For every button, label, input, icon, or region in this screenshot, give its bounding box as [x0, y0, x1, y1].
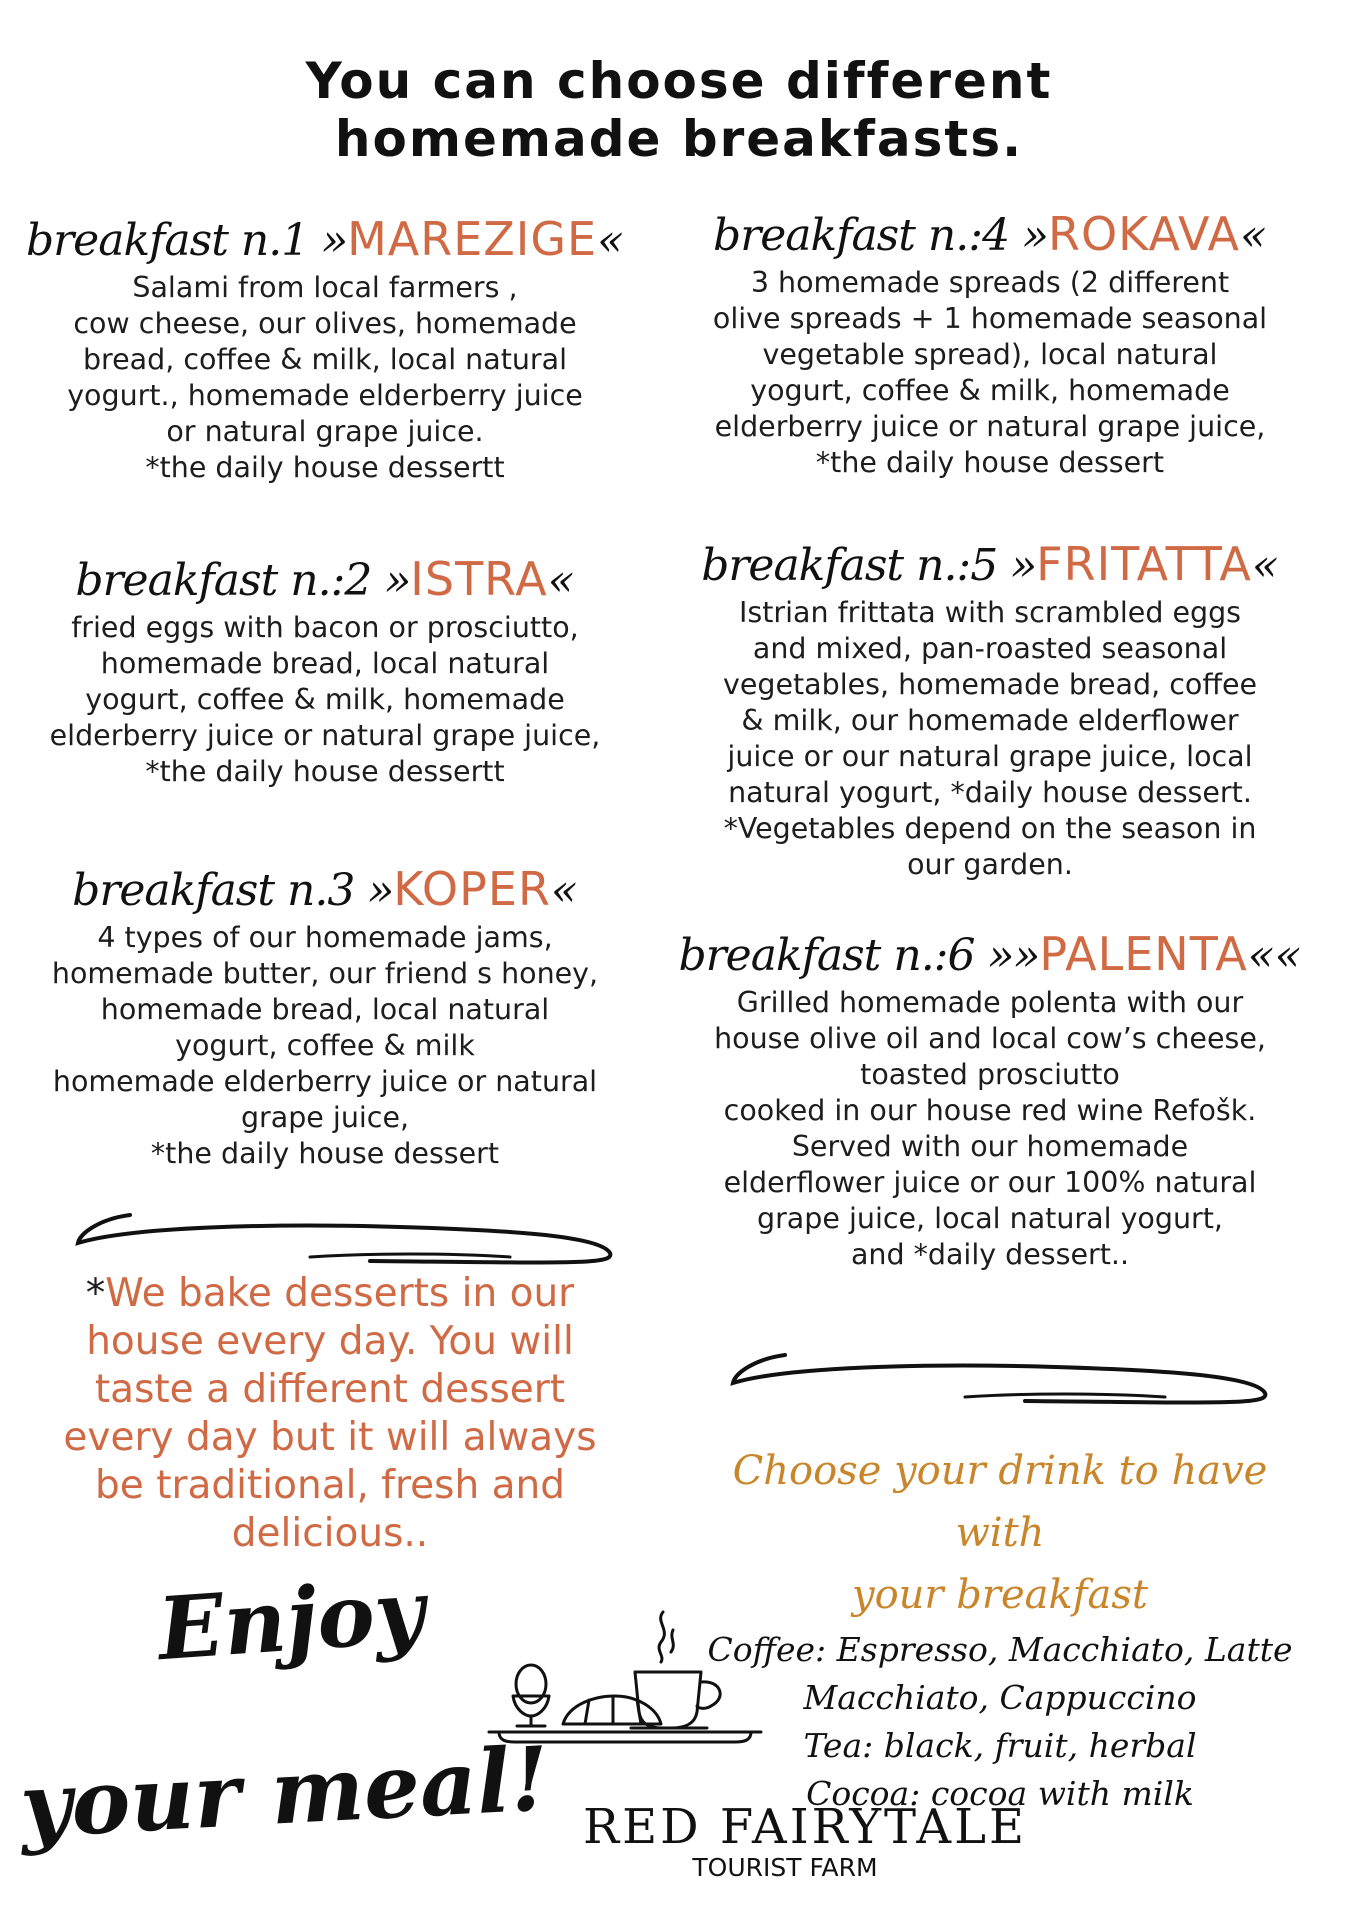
breakfast-name: KOPER [393, 862, 551, 916]
breakfast-name: PALENTA [1039, 927, 1248, 981]
enjoy-text: Enjoy [154, 1560, 428, 1681]
dessert-note [30, 1270, 630, 1558]
breakfast-name: MAREZIGE [347, 212, 598, 266]
breakfast-description: 3 homemade spreads (2 different olive spreads + 1 homemade seasonal vegetable spread), local natural yogurt, coffee & milk, homemade elderberry juice or natural grape juice, *the daily house dessert [712, 266, 1268, 479]
page-title [0, 52, 1358, 168]
breakfast-description: Grilled homemade polenta with our house olive oil and local cow’s cheese, toasted prosciutto cooked in our house red wine Refošk. Served with our homemade elderflower juice or our 100% natural grape juice, local natural yogurt, and *daily dessert.. [714, 986, 1266, 1271]
drinks-tea: Tea: black, fruit, herbal [803, 1726, 1197, 1765]
breakfast-description: Istrian frittata with scrambled eggs and mixed, pan-roasted seasonal vegetables, homemade bread, coffee & milk, our homemade elderflower juice or our natural grape juice, local natural yogurt, *daily house dessert. *Vegetables depend on the season in our garden. [722, 596, 1258, 881]
breakfast-heading: breakfast n.:6 »»PALENTA«« [678, 927, 1302, 981]
breakfast-heading: breakfast n.3 »KOPER« [72, 862, 578, 916]
breakfast-card-6 [670, 925, 1310, 1273]
title-line-2: homemade breakfasts. [334, 110, 1024, 168]
breakfast-description: fried eggs with bacon or prosciutto, homemade bread, local natural yogurt, coffee & milk, homemade elderberry juice or natural grape juice, *the daily house dessertt [49, 611, 601, 788]
breakfast-card-5 [670, 535, 1310, 883]
title-line-1: You can choose different [305, 52, 1053, 110]
breakfast-description: Salami from local farmers , cow cheese, our olives, homemade bread, coffee & milk, local natural yogurt., homemade elderberry juice or natural grape juice. *the daily house dessertt [67, 271, 583, 484]
drinks-heading: Choose your drink to have with your breakfast [732, 1448, 1268, 1618]
brand-logo [545, 1800, 1065, 1882]
breakfast-heading: breakfast n.:5 »FRITATTA« [701, 537, 1279, 591]
breakfast-description: 4 types of our homemade jams, homemade butter, our friend s honey, homemade bread, local natural yogurt, coffee & milk homemade elderberry juice or natural grape juice, *the daily house dessert [51, 921, 599, 1170]
your-meal-text: your meal! [17, 1726, 552, 1858]
breakfast-card-3 [10, 860, 640, 1172]
breakfast-name: ISTRA [410, 552, 548, 606]
note-asterisk: * [85, 1271, 106, 1316]
swash-divider-icon [70, 1205, 630, 1275]
drinks-coffee-line-2: Macchiato, Cappuccino [803, 1678, 1197, 1717]
breakfast-card-4 [670, 205, 1310, 481]
brand-subtitle: TOURIST FARM [692, 1853, 878, 1882]
swash-divider-icon [725, 1345, 1285, 1415]
breakfast-heading: breakfast n.:4 »ROKAVA« [713, 207, 1267, 261]
breakfast-card-1 [20, 210, 630, 486]
drinks-cocoa: Cocoa: cocoa with milk [806, 1774, 1194, 1813]
drinks-coffee-line-1: Coffee: Espresso, Macchiato, Latte [707, 1630, 1293, 1669]
breakfast-tray-icon [485, 1600, 765, 1750]
note-text: We bake desserts in our house every day. You will taste a different dessert every day but it will always be traditional, fresh and delicious.. [63, 1271, 597, 1556]
breakfast-name: FRITATTA [1036, 537, 1252, 591]
breakfast-heading: breakfast n.1 »MAREZIGE« [25, 212, 625, 266]
breakfast-heading: breakfast n.:2 »ISTRA« [75, 552, 575, 606]
drinks-section [690, 1440, 1310, 1818]
brand-name: RED FAIRYTALE [583, 1799, 1027, 1855]
breakfast-card-2 [10, 550, 640, 790]
breakfast-name: ROKAVA [1047, 207, 1241, 261]
